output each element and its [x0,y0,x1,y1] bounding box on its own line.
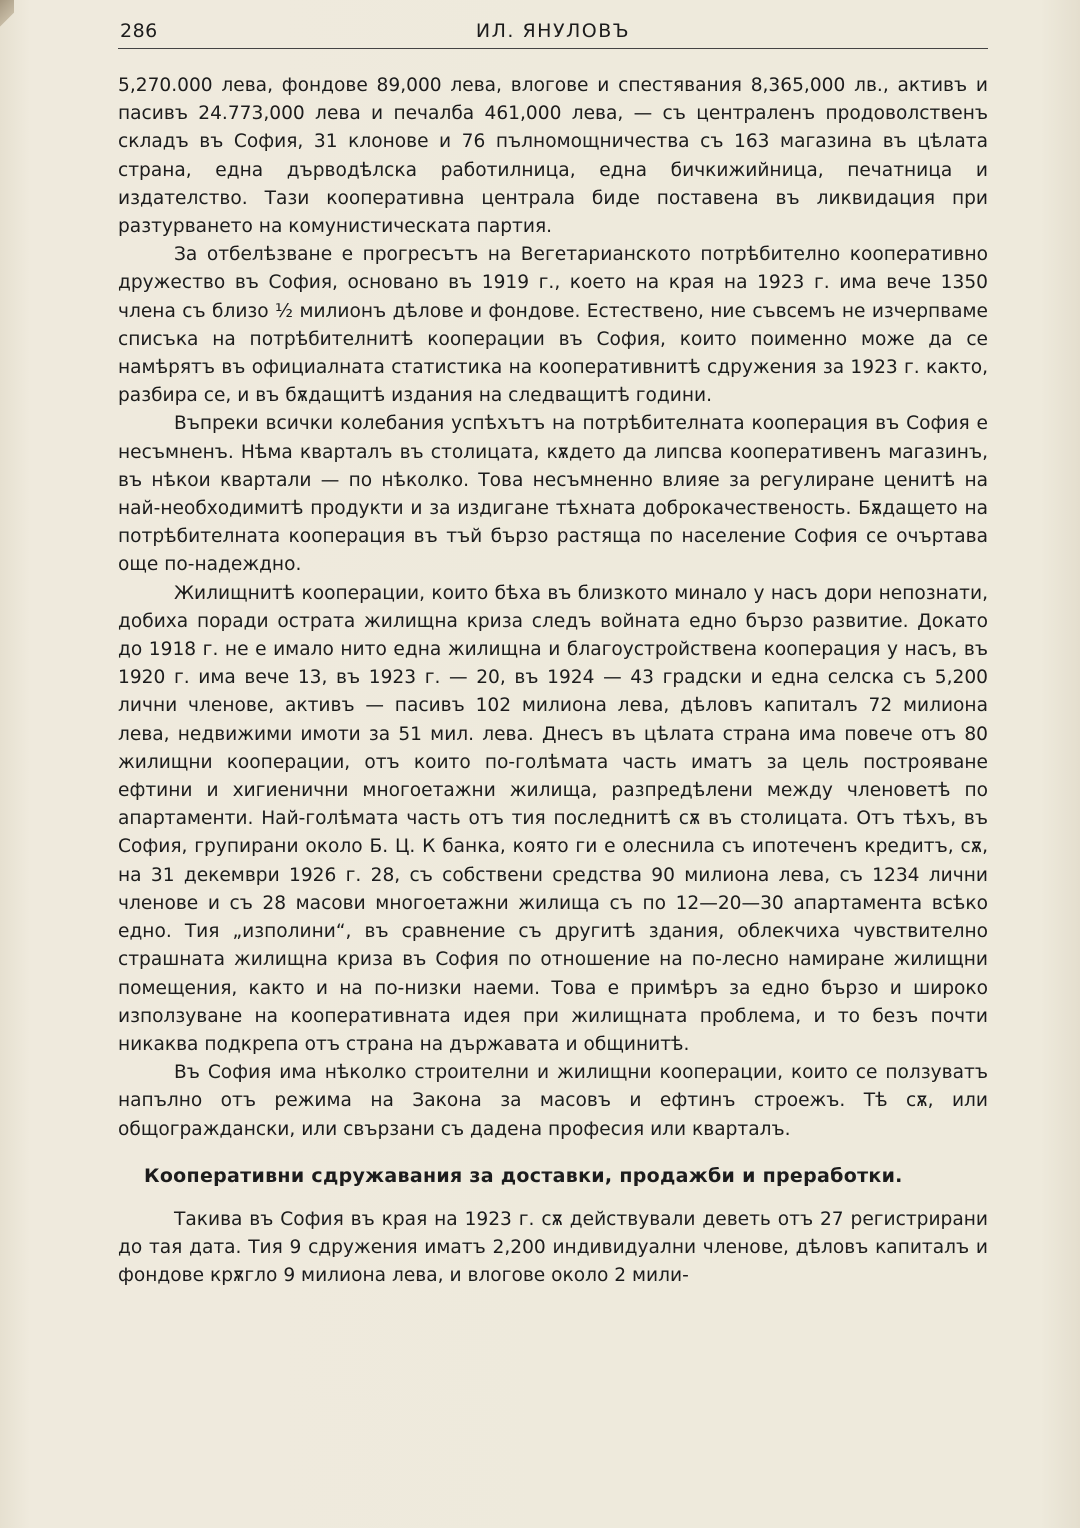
paragraph-vegetarian-cooperative: За отбелѣзване е прогресътъ на Вегетарианското потрѣбително кооперативно дружество въ София, основано въ 1919 г., което на края на 1923 г. има вече 1350 члена съ близо ½ милионъ дѣлове и фондове. Естествено, ние съвсемъ не изчерпваме списъка на потрѣбителнитѣ кооперации въ София, които поименно може да се намѣрятъ въ официалната статистика на кооперативнитѣ сдружения за 1923 г. както, разбира се, и въ бѫдащитѣ издания на следващитѣ години. [118,244,988,407]
paragraph-consumer-success: Въпреки всички колебания успѣхътъ на потрѣбителната кооперация въ София е несъмненъ. Нѣма кварталъ въ столицата, кѫдето да липсва кооперативенъ магазинъ, въ нѣкои квартали — по нѣколко. Това несъмненно влияе за регулиране ценитѣ на най-необходимитѣ продукти и за издигане тѣхната доброкачественость. Бѫдащето на потрѣбителната кооперация въ тъй бързо растяща по население София се очъртава още по-надеждно. [118,413,988,576]
paragraph-housing-cooperatives: Жилищнитѣ кооперации, които бѣха въ близкото минало у насъ дори непознати, добиха поради острата жилищна криза следъ войната едно бързо развитие. Докато до 1918 г. не е имало нито една жилищна и благоустройствена кооперация у насъ, въ 1920 г. има вече 13, въ 1923 г. — 20, въ 1924 — 43 градски и една селска съ 5,200 лични членове, активъ — пасивъ 102 милиона лева, дѣловъ капиталъ 72 милиона лева, недвижими имоти за 51 мил. лева. Днесъ въ цѣлата страна има повече отъ 80 жилищни кооперации, отъ които по-голѣмата часть иматъ за цель построяване ефтини и хигиенични многоетажни жилища, разпредѣлени между членоветѣ по апартаменти. Най-голѣмата часть отъ тия последнитѣ сѫ въ столицата. Отъ тѣхъ, въ София, групирани около Б. Ц. К банка, която ги е олеснила съ ипотеченъ кредитъ, сѫ, на 31 декември 1926 г. 28, съ собствени средства 90 милиона лева, съ 1234 лични членове и съ 28 масови многоетажни жилища съ по 12—20—30 апартамента всѣко едно. Тия „изполини“, въ сравнение съ другитѣ здания, облекчиха чувствително страшната жилищна криза въ София по отношение на по-лесно намиране жилищни помещения, както и на по-низки наеми. Това е примѣръ за едно бързо и широко използуване на кооперативната идея при жилищната проблема, и то безъ почти никаква подкрепа отъ страна на държавата и общинитѣ. [118,582,988,1055]
running-title: ИЛ. ЯНУЛОВЪ [475,20,631,42]
paragraph-building-cooperatives: Въ София има нѣколко строителни и жилищни кооперации, които се ползуватъ напълно отъ режима на Закона за масовъ и ефтинъ строежъ. Тѣ сѫ, или общограждански, или свързани съ дадена професия или кварталъ. [118,1062,988,1140]
section-heading: Кооперативни сдружавания за доставки, продажби и преработки. [144,1164,903,1187]
body-text [118,72,988,1291]
paragraph-supply-cooperatives: Такива въ София въ края на 1923 г. сѫ действували деветь отъ 27 регистрирани до тая дата. Тия 9 сдружения иматъ 2,200 индивидуални членове, дѣловъ капиталъ и фондове крѫгло 9 милиона лева, и влогове около 2 мили- [118,1208,988,1287]
page-corner-mark [0,0,14,30]
page-number: 286 [120,20,158,42]
page-header [118,20,988,49]
paragraph-continuation: 5,270.000 лева, фондове 89,000 лева, влогове и спестявания 8,365,000 лв., активъ и пасивъ 24.773,000 лева и печалба 461,000 лева, — съ централенъ продоволственъ складъ въ София, 31 клонове и 76 пълномощничества съ 163 магазина въ цѣлата страна, една дърводѣлска работилница, една бичкижийница, печатница и издателство. Тази кооперативна централа биде поставена въ ликвидация при разтурването на комунистическата партия. [118,75,988,238]
